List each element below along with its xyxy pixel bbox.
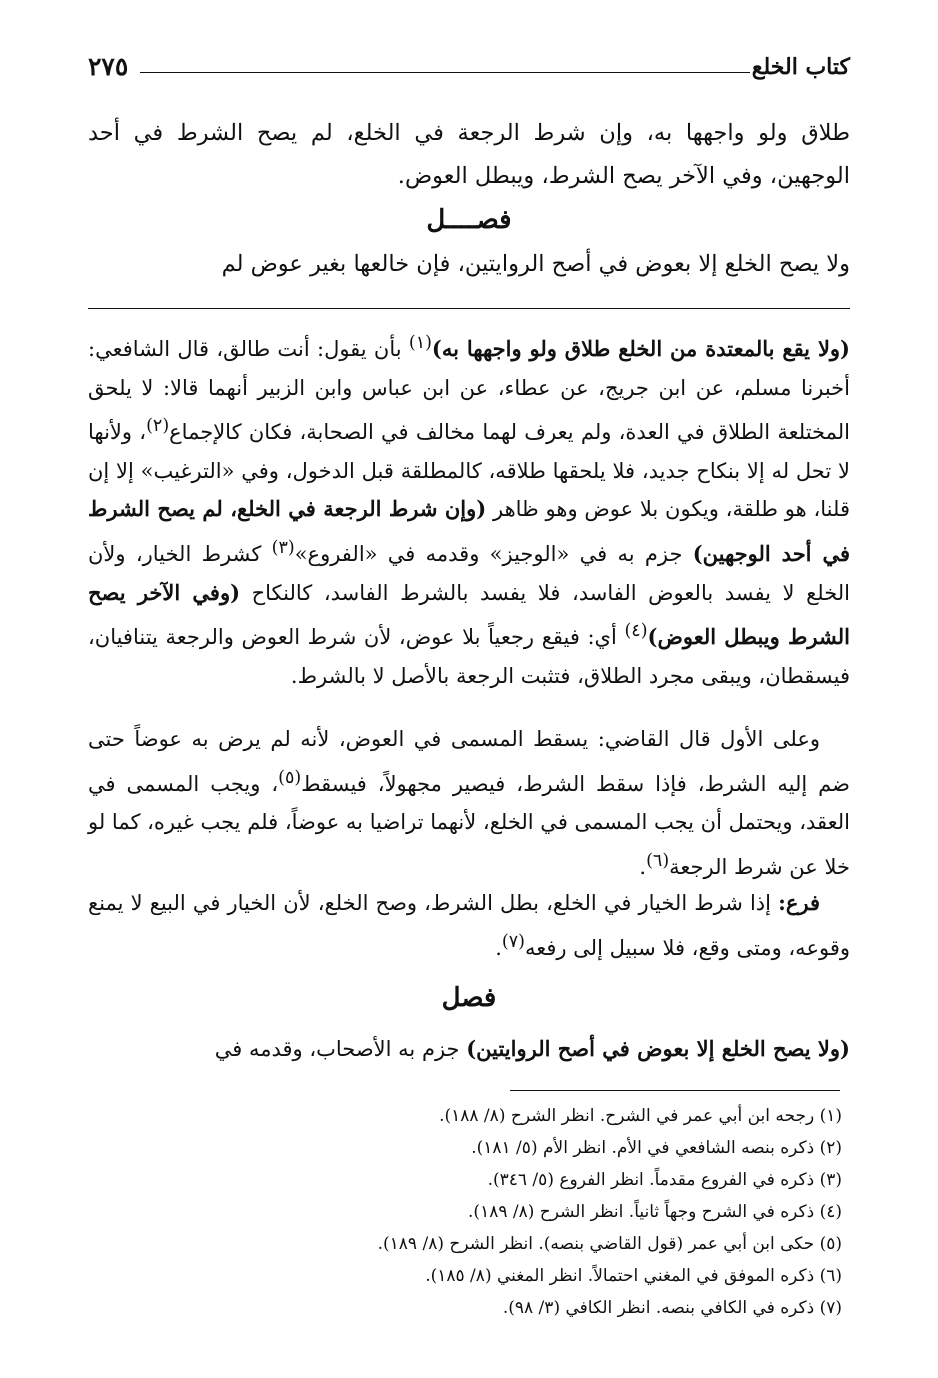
commentary-block-4 [88,1030,850,1069]
commentary-paragraph-4 [88,1030,850,1069]
page-number: ٢٧٥ [88,52,129,81]
page-header [88,52,850,88]
footnote-item: (٤) ذكره في الشرح وجهاً ثانياً. انظر الشرح (٨/ ١٨٩). [468,1202,842,1222]
commentary-text: ، ولأنها لا تحل له إلا بنكاح جديد، فلا يلحقها طلاقه، كالمطلقة قبل الدخول، وفي «الترغيب» إلا إن قلنا، هو طلقة، ويكون بلا عوض وهو ظاهر [88,420,850,522]
commentary-paragraph-1 [88,324,850,695]
commentary-text: جزم به في «الوجيز» وقدمه في «الفروع» [294,541,693,566]
footnote-item: (٧) ذكره في الكافي بنصه. انظر الكافي (٣/ ٩٨). [502,1298,842,1318]
commentary-text: جزم به الأصحاب، وقدمه في [214,1037,467,1061]
commentary-text: إذا شرط الخيار في الخلع، بطل الشرط، وصح الخلع، لأن الخيار في البيع لا يمنع وقوعه، ومتى وقع، فلا سبيل إلى رفعه [88,891,850,960]
quoted-matn: (وإن شرط الرجعة في الخلع، لم يصح الشرط في أحد الوجهين) [88,496,850,566]
footnote-separator [510,1090,840,1091]
footnote-ref[interactable]: (٤) [624,621,648,642]
quoted-matn: (ولا يصح الخلع إلا بعوض في أصح الروايتين) [466,1036,850,1061]
footnote-ref[interactable]: (١) [408,333,432,353]
footnote-ref[interactable]: (٦) [646,850,670,871]
footnote-item: (١) رجحه ابن أبي عمر في الشرح. انظر الشرح (٨/ ١٨٨). [439,1106,842,1126]
commentary-text: وعلى الأول قال القاضي: يسقط المسمى في العوض، لأنه لم يرض به عوضاً حتى ضم إليه الشرط، فإذا سقط الشرط، فيصير مجهولاً، فيسقط [88,727,850,796]
footnote-ref[interactable]: (٥) [278,767,302,788]
footnote-ref[interactable]: (٣) [271,537,295,558]
footnote-ref[interactable]: (٢) [146,416,170,437]
quoted-matn: (ولا يقع بالمعتدة من الخلع طلاق ولو واجهها به) [431,336,850,361]
commentary-paragraph-3 [88,884,850,967]
commentary-text: كشرط الخيار، ولأن الخلع لا يفسد بالعوض الفاسد، فلا يفسد بالشرط الفاسد، كالنكاح [88,541,851,605]
commentary-text: ، ويجب المسمى في العقد، ويحتمل أن يجب المسمى في الخلع، لأنهما تراضيا به عوضاً، فلم يجب غيره، كما لو خلا عن شرط الرجعة [88,771,850,879]
footnotes-list [300,1100,842,1324]
matn-paragraph-2: ولا يصح الخلع إلا بعوض في أصح الروايتين، فإن خالعها بغير عوض لم [221,251,850,277]
footnote-item: (٥) حكى ابن أبي عمر (قول القاضي بنصه). انظر الشرح (٨/ ١٨٩). [377,1234,842,1254]
commentary-text: أي: فيقع رجعياً بلا عوض، لأن شرط العوض والرجعة يتنافيان، فيسقطان، ويبقى مجرد الطلاق، فتثبت الرجعة بالأصل لا بالشرط. [88,625,850,688]
matn-separator [88,308,850,309]
section-heading: فصــــل [426,205,512,235]
matn-paragraph-1: طلاق ولو واجهها به، وإن شرط الرجعة في الخلع، لم يصح الشرط في أحد الوجهين، وفي الآخر يصح الشرط، ويبطل العوض. [88,120,850,189]
footnote-item: (٣) ذكره في الفروع مقدماً. انظر الفروع (٥/ ٣٤٦). [487,1170,842,1190]
footnote-item: (٢) ذكره بنصه الشافعي في الأم. انظر الأم (٥/ ١٨١). [471,1138,842,1158]
section-heading-2: فصل [441,983,497,1013]
commentary-block-3 [88,884,850,967]
commentary-block-1 [88,324,850,695]
footnote-item: (٦) ذكره الموفق في المغني احتمالاً. انظر المغني (٨/ ١٨٥). [425,1266,842,1286]
running-title: كتاب الخلع [751,54,850,80]
quoted-matn: (وفي الآخر يصح الشرط ويبطل العوض) [88,579,850,650]
header-rule [140,72,750,73]
commentary-block-2 [88,720,850,886]
commentary-paragraph-2 [88,720,850,886]
branch-label: فرع: [778,890,820,915]
commentary-text: بأن يقول: أنت طالق، قال الشافعي: أخبرنا مسلم، عن ابن جريج، عن عطاء، عن ابن عباس وابن الزبير أنهما قالا: لا يلحق المختلعة الطلاق في العدة، ولم يعرف لهما مخالف في الصحابة، فكان كالإجماع [88,337,850,445]
commentary-text: . [495,935,502,960]
footnote-ref[interactable]: (٧) [501,931,525,952]
commentary-text: . [639,854,647,879]
